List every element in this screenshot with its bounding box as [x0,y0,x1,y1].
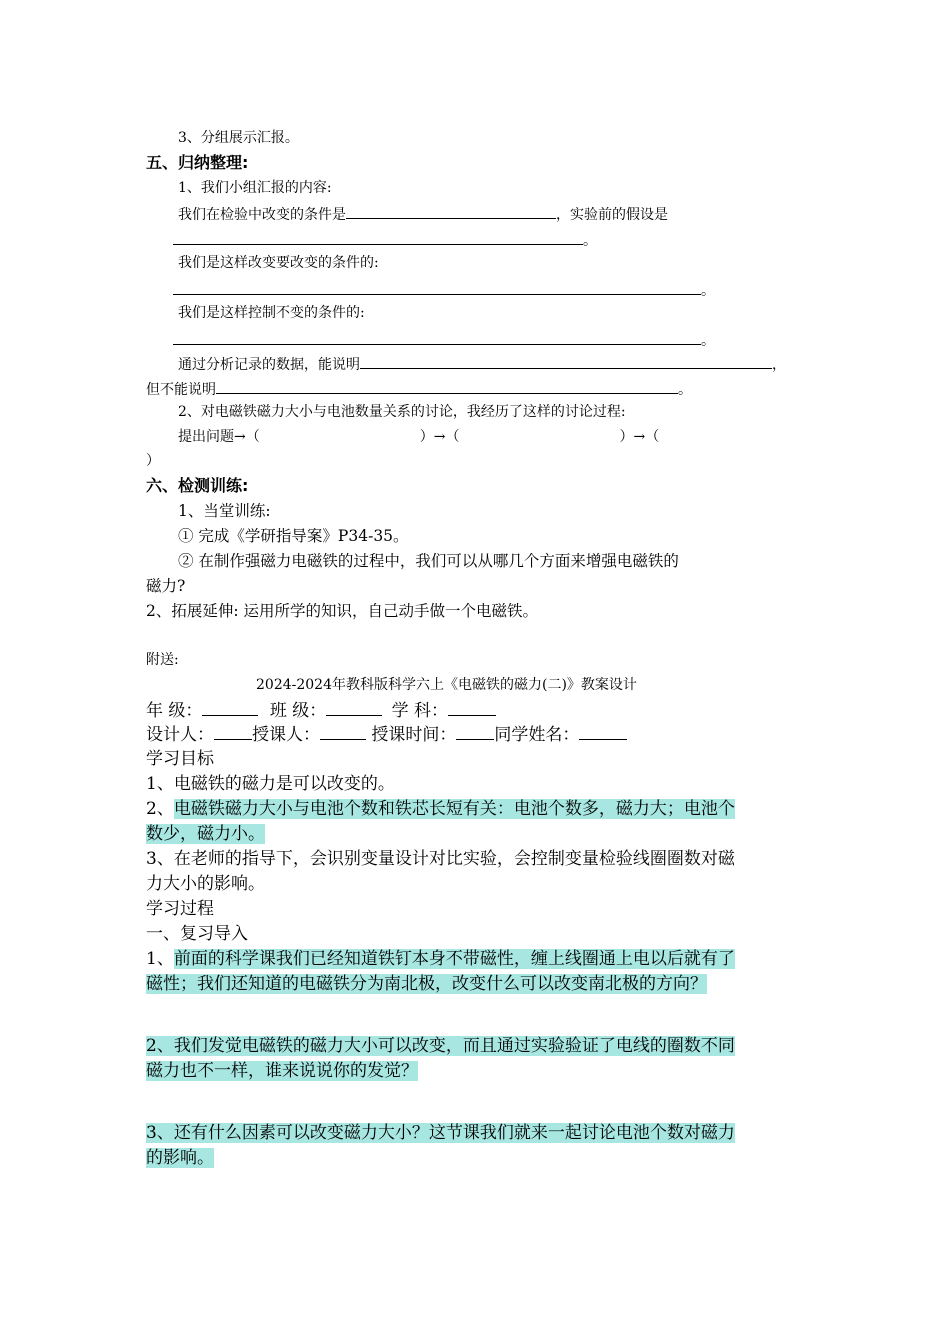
exercise-1: ① 完成《学研指导案》P34-35。 [178,527,409,545]
goal-2-line-1 [146,797,735,821]
time-label: 授课时间： [371,725,457,745]
hypothesis-line [173,228,597,251]
goal-1: 1、电磁铁的磁力是可以改变的。 [146,774,395,794]
class-label: 班 级： [269,701,327,721]
subject-blank [448,699,496,716]
process-mid-2: ）→（ [619,429,660,445]
section-5-item-1: 1、我们小组汇报的内容: [178,180,332,196]
review-3-line-2 [146,1146,214,1170]
review-3-text-b: 的影响。 [146,1148,214,1168]
process-flow-line [178,427,659,447]
data-can-line [178,352,786,375]
how-change-label: 我们是这样改变要改变的条件的: [178,255,379,271]
how-change-line [173,278,715,301]
process-heading: 学习过程 [146,899,214,919]
review-2-line-2 [146,1059,418,1083]
attached-doc-title: 2024-2024年教科版科学六上《电磁铁的磁力(二)》教案设计 [256,677,637,693]
review-1-line-1 [146,947,735,971]
grade-label: 年 级： [146,701,203,721]
period-4: 。 [678,382,692,398]
goals-heading: 学习目标 [146,749,214,769]
how-change-blank [173,278,701,295]
designer-line [146,723,627,747]
comma: ， [772,357,786,373]
changed-condition-label: 我们在检验中改变的条件是 [178,207,346,223]
data-cannot-label: 但不能说明 [146,382,216,398]
review-1-text-a: 前面的科学课我们已经知道铁钉本身不带磁性，缠上线圈通上电以后就有了 [173,949,735,969]
exercise-2-line-2: 磁力? [146,577,186,595]
period-3: 。 [701,333,715,349]
goal-2-text-a: 电磁铁磁力大小与电池个数和铁芯长短有关：电池个数多，磁力大；电池个 [173,799,735,819]
hypothesis-label: ，实验前的假设是 [556,207,668,223]
review-3-line-1 [146,1121,735,1145]
designer-label: 设计人： [146,725,214,745]
designer-blank [214,723,252,740]
teacher-blank [320,723,366,740]
data-can-blank [360,352,772,369]
review-2-text-a: 2、我们发觉电磁铁的磁力大小可以改变，而且通过实验验证了电线的圈数不同 [146,1036,735,1056]
review-2-line-1 [146,1034,735,1058]
how-control-line [173,328,715,351]
section-6-item-2: 2、拓展延伸: 运用所学的知识，自己动手做一个电磁铁。 [146,602,539,620]
review-1-text-b: 磁性；我们还知道的电磁铁分为南北极，改变什么可以改变南北极的方向？ [146,974,707,994]
data-cannot-blank [216,377,678,394]
section-6-heading: 六、检测训练: [146,476,249,495]
review-2-text-b: 磁力也不一样，谁来说说你的发觉？ [146,1061,418,1081]
attached-label: 附送: [146,652,179,668]
time-blank [456,723,494,740]
grade-class-subject-line [146,699,496,723]
process-end: ） [146,453,160,469]
step-3-text: 3、分组展示汇报。 [178,130,299,146]
section-5-heading: 五、归纳整理: [146,153,249,172]
how-control-label: 我们是这样控制不变的条件的: [178,305,365,321]
period-1: 。 [583,233,597,249]
changed-condition-blank [346,202,556,219]
data-cannot-line [146,377,692,400]
review-heading: 一、复习导入 [146,924,248,944]
student-blank [579,723,627,740]
section-6-item-1: 1、当堂训练: [178,502,271,520]
hypothesis-blank [173,228,583,245]
student-label: 同学姓名： [494,725,580,745]
process-mid-1: ）→（ [419,429,460,445]
goal-3-line-1: 3、在老师的指导下，会识别变量设计对比实验，会控制变量检验线圈圈数对磁 [146,849,735,869]
review-1-number: 1、 [146,949,174,969]
data-can-label: 通过分析记录的数据，能说明 [178,357,360,373]
how-control-blank [173,328,701,345]
process-start: 提出问题→（ [178,429,260,445]
changed-condition-line [178,202,668,225]
grade-blank [202,699,258,716]
exercise-2-line-1: ② 在制作强磁力电磁铁的过程中，我们可以从哪几个方面来增强电磁铁的 [178,552,679,570]
goal-3-line-2: 力大小的影响。 [146,874,265,894]
teacher-label: 授课人： [252,725,320,745]
review-1-line-2 [146,972,707,996]
goal-2-number: 2、 [146,799,174,819]
goal-2-line-2 [146,822,265,846]
subject-label: 学 科： [391,701,449,721]
section-5-item-2: 2、对电磁铁磁力大小与电池数量关系的讨论，我经历了这样的讨论过程: [178,404,626,420]
class-blank [326,699,382,716]
goal-2-text-b: 数少，磁力小。 [146,824,265,844]
review-3-text-a: 3、还有什么因素可以改变磁力大小？这节课我们就来一起讨论电池个数对磁力 [146,1123,735,1143]
period-2: 。 [701,283,715,299]
